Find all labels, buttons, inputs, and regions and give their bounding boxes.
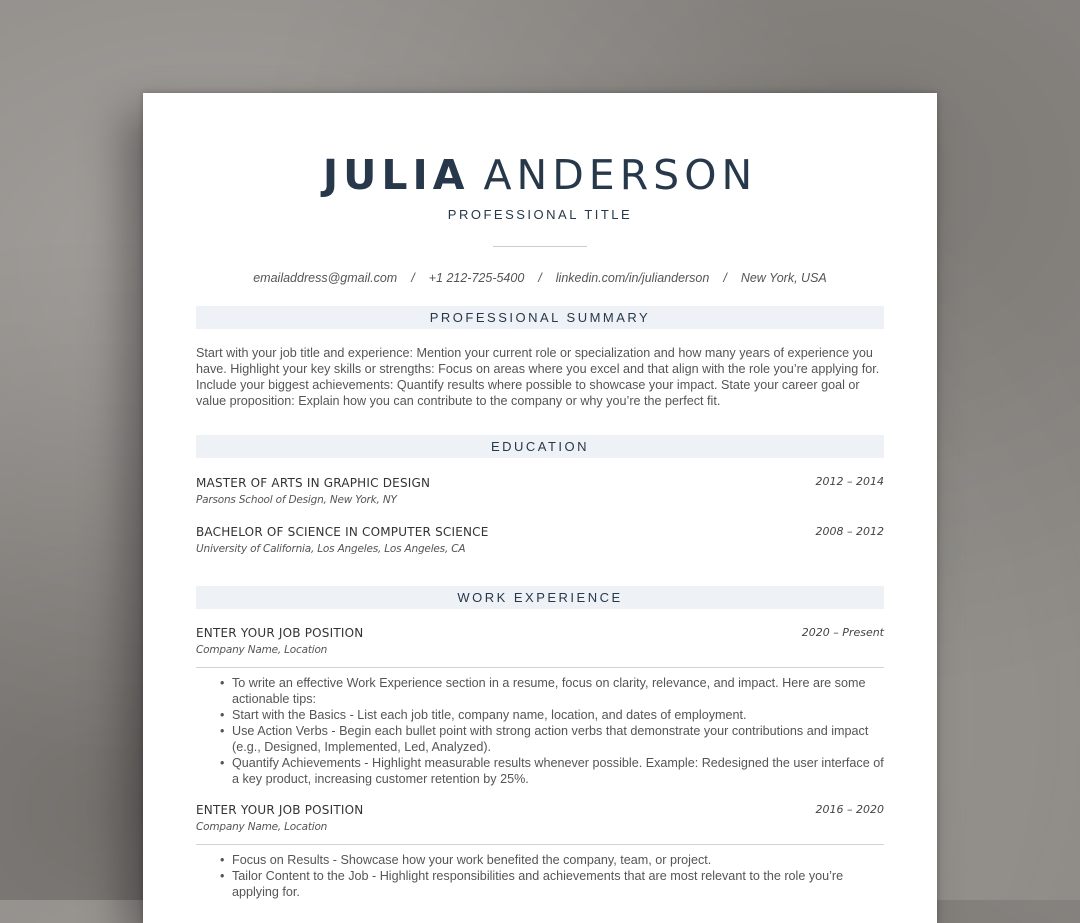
linkedin: linkedin.com/in/julianderson [555,271,710,285]
last-name: ANDERSON [483,151,758,199]
list-item: • Use Action Verbs - Begin each bullet point with strong action verbs that demonstrate your contributions and impact (e.g., Designed, Implemented, Led, Analyzed). [220,723,884,755]
education-dates: 2008 – 2012 [815,525,884,538]
job-divider [196,844,884,845]
contact-separator: / [411,271,415,285]
job-position: ENTER YOUR JOB POSITION [196,626,364,640]
education-degree: MASTER OF ARTS IN GRAPHIC DESIGN [196,476,431,490]
education-dates: 2012 – 2014 [815,475,884,488]
title-divider [493,246,587,247]
education-school: Parsons School of Design, New York, NY [196,494,397,506]
location: New York, USA [740,271,827,285]
job-dates: 2020 – Present [801,626,884,639]
job-company: Company Name, Location [196,821,328,833]
list-item: • To write an effective Work Experience section in a resume, focus on clarity, relevance, and impact. Here are some actionable tips: [220,675,884,707]
job-position: ENTER YOUR JOB POSITION [196,803,364,817]
work-heading: WORK EXPERIENCE [196,586,884,609]
education-degree: BACHELOR OF SCIENCE IN COMPUTER SCIENCE [196,525,489,539]
job-bullets [220,852,884,900]
list-item: • Start with the Basics - List each job title, company name, location, and dates of employment. [220,707,884,723]
education-heading: EDUCATION [196,435,884,458]
list-item: • Focus on Results - Showcase how your work benefited the company, team, or project. [220,852,884,868]
summary-heading: PROFESSIONAL SUMMARY [196,306,884,329]
candidate-name [143,151,937,199]
list-item: • Quantify Achievements - Highlight measurable results whenever possible. Example: Redesigned the user interface of a key product, increasing customer retention by 25%. [220,755,884,787]
professional-title: PROFESSIONAL TITLE [447,207,633,222]
job-divider [196,667,884,668]
summary-text: Start with your job title and experience: Mention your current role or specialization and how many years of experience you have. Highlight your key skills or strengths: Focus on areas where you excel and that align with the role you’re applying for. Include your biggest achievements: Quantify results where possible to showcase your impact. State your career goal or value proposition: Explain how you can contribute to the company or why you’re the perfect fit. [196,346,880,408]
list-item: • Tailor Content to the Job - Highlight responsibilities and achievements that are most relevant to the role you’re applying for. [220,868,884,900]
job-dates: 2016 – 2020 [815,803,884,816]
contact-line [143,271,937,285]
contact-separator: / [723,271,727,285]
first-name: JULIA [322,151,470,199]
job-company: Company Name, Location [196,644,328,656]
email: emailaddress@gmail.com [253,271,398,285]
phone: +1 212-725-5400 [428,271,525,285]
resume-page [143,93,937,923]
education-school: University of California, Los Angeles, Los Angeles, CA [196,543,466,555]
job-bullets [220,675,884,787]
contact-separator: / [538,271,542,285]
